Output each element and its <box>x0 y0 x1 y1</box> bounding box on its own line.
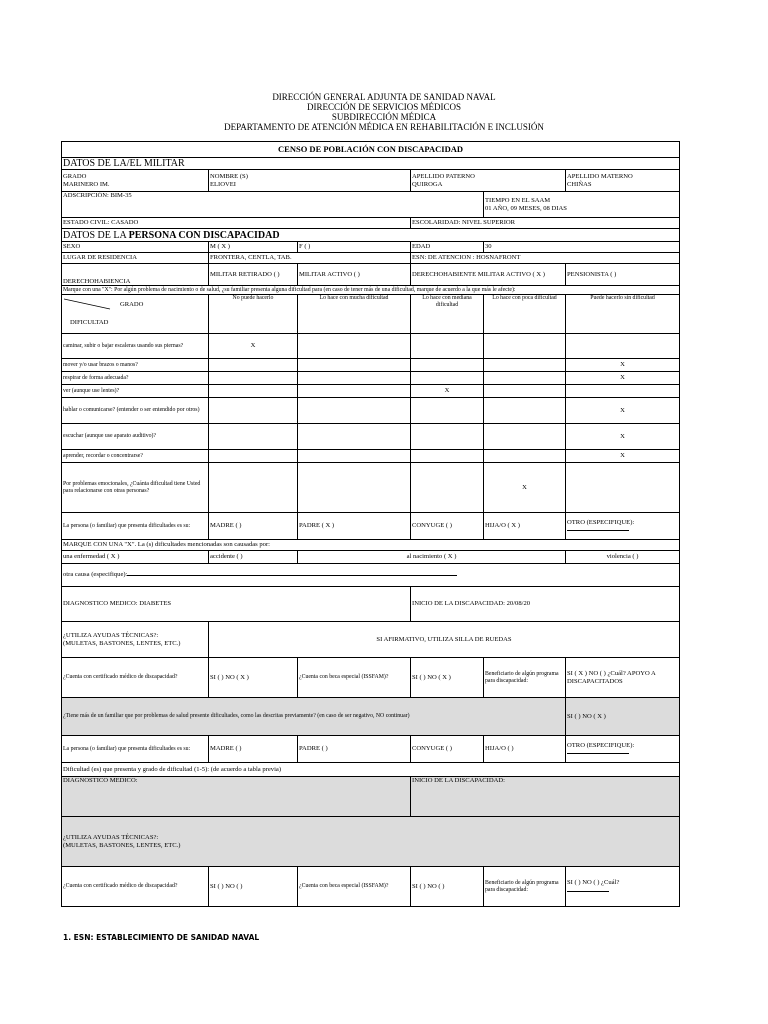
otro-familiar-answer[interactable]: SI ( ) NO ( X ) <box>566 698 680 736</box>
beca1-question: ¿Cuenta con beca especial (ISSFAM)? <box>298 658 411 698</box>
grid-header-col1: No puede hacerlo <box>209 295 298 334</box>
grid-cell[interactable]: X <box>566 359 680 372</box>
beca2-answer[interactable]: SI ( ) NO ( ) <box>411 867 484 907</box>
escolaridad-field[interactable]: ESCOLARIDAD: NIVEL SUPERIOR <box>411 218 680 229</box>
beca2-question: ¿Cuenta con beca especial (ISSFAM)? <box>298 867 411 907</box>
certificado2-answer[interactable]: SI ( ) NO ( ) <box>209 867 298 907</box>
beneficiario2-line <box>567 891 609 892</box>
tiempo-cell <box>484 192 680 218</box>
familiar2-otro-line <box>567 753 629 754</box>
grid-cell[interactable] <box>209 424 298 450</box>
familiar1-otro-line <box>567 530 629 531</box>
table-row <box>62 385 680 398</box>
edad-label: EDAD <box>411 242 484 253</box>
beca1-answer[interactable]: SI ( ) NO ( X ) <box>411 658 484 698</box>
materno-value[interactable]: CHIÑAS <box>567 180 592 188</box>
grid-cell[interactable] <box>298 424 411 450</box>
causa-enfermedad-option[interactable]: una enfermedad ( X ) <box>62 551 209 564</box>
grid-corner <box>62 295 209 334</box>
table-row <box>62 334 680 359</box>
beneficiario2-question: Beneficiario de algún programa para discapacidad: <box>484 867 566 907</box>
paterno-label: APELLIDO PATERNO <box>412 173 475 180</box>
familiar2-conyuge-option[interactable]: CONYUGE ( ) <box>411 736 484 763</box>
familiar2-padre-option[interactable]: PADRE ( ) <box>298 736 411 763</box>
header-line-3: SUBDIRECCIÓN MÉDICA <box>331 112 437 122</box>
grid-cell[interactable] <box>209 359 298 372</box>
grid-row-label: mover y/o usar brazos o manos? <box>62 359 209 372</box>
edad-value[interactable]: 30 <box>484 242 680 253</box>
grid-cell[interactable] <box>411 334 484 359</box>
grid-cell[interactable] <box>298 450 411 463</box>
ayudas1-label-line1: ¿UTILIZA AYUDAS TÉCNICAS?: <box>63 632 159 639</box>
table-row <box>62 372 680 385</box>
pensionista-option[interactable]: PENSIONISTA ( ) <box>566 264 680 286</box>
grid-cell[interactable] <box>209 372 298 385</box>
sexo-f-option[interactable]: F ( ) <box>298 242 411 253</box>
section-militar-title: DATOS DE LA/EL MILITAR <box>62 158 680 170</box>
grid-cell[interactable]: X <box>209 334 298 359</box>
lugar-value[interactable]: FRONTERA, CENTLA, TAB. <box>209 253 411 264</box>
grid-cell[interactable]: X <box>411 385 484 398</box>
grid-header-col3: Lo hace con mediana dificultad <box>411 295 484 334</box>
grid-cell[interactable] <box>298 359 411 372</box>
causa-accidente-option[interactable]: accidente ( ) <box>209 551 298 564</box>
otra-causa-field[interactable] <box>62 564 680 587</box>
grid-cell[interactable] <box>411 372 484 385</box>
nombre-value[interactable]: ELIOVEI <box>210 180 236 188</box>
grid-header-col2: Lo hace con mucha dificultad <box>298 295 411 334</box>
table-row <box>62 450 680 463</box>
grid-cell[interactable] <box>411 424 484 450</box>
beneficiario1-answer[interactable]: SI ( X ) NO ( ) ¿Cuál? APOYO A DISCAPACITADOS <box>566 658 680 698</box>
grid-cell[interactable] <box>411 463 484 513</box>
diagnostico2-field[interactable]: DIAGNOSTICO MEDICO: <box>62 777 411 817</box>
grid-cell[interactable] <box>484 385 566 398</box>
grid-cell[interactable] <box>298 463 411 513</box>
grid-cell[interactable] <box>484 450 566 463</box>
derechohabiente-activo-option[interactable]: DERECHOHABIENTE MILITAR ACTIVO ( X ) <box>411 264 566 286</box>
grid-cell[interactable] <box>411 398 484 424</box>
grid-cell[interactable] <box>566 334 680 359</box>
grid-cell[interactable] <box>209 385 298 398</box>
table-row <box>62 463 680 513</box>
inicio2-field[interactable]: INICIO DE LA DISCAPACIDAD: <box>411 777 680 817</box>
section-persona-title <box>62 229 680 242</box>
document-header <box>0 92 768 132</box>
familiar2-label: La persona (o familiar) que presenta dificultades es su: <box>62 736 209 763</box>
instruccion-text: Marque con una "X": Por algún problema de nacimiento o de salud, ¿su familiar presenta alguna dificultad para (en caso de tener más de una dificultad, marque de acuerdo a la que más le afecte): <box>62 286 680 295</box>
table-row <box>62 398 680 424</box>
grado-dificultad-question: Dificultad (es) que presenta y grado de dificultad (1-5): (de acuerdo a tabla previa) <box>62 763 680 777</box>
grado-cell <box>62 170 209 192</box>
familiar1-madre-option[interactable]: MADRE ( ) <box>209 513 298 540</box>
grid-cell[interactable] <box>566 385 680 398</box>
header-line-2: DIRECCIÓN DE SERVICIOS MÉDICOS <box>306 102 462 112</box>
grid-cell[interactable]: X <box>566 372 680 385</box>
certificado1-question: ¿Cuenta con certificado médico de discapacidad? <box>62 658 209 698</box>
diagnostico1-field[interactable]: DIAGNOSTICO MEDICO: DIABETES <box>62 587 411 622</box>
grid-cell[interactable] <box>209 463 298 513</box>
grid-cell[interactable]: X <box>484 463 566 513</box>
tiempo-label: TIEMPO EN EL SAAM <box>485 197 551 204</box>
grid-header-col4: Lo hace con poca dificultad <box>484 295 566 334</box>
causa-question: MARQUE CON UNA "X". La (s) dificultades mencionadas son causadas por: <box>62 540 680 551</box>
grid-row-label: escuchar (aunque use aparato auditivo)? <box>62 424 209 450</box>
header-line-1: DIRECCIÓN GENERAL ADJUNTA DE SANIDAD NAVAL <box>272 92 496 102</box>
certificado2-question: ¿Cuenta con certificado médico de discapacidad? <box>62 867 209 907</box>
form-title: CENSO DE POBLACIÓN CON DISCAPACIDAD <box>62 142 680 158</box>
grid-cell[interactable] <box>209 450 298 463</box>
materno-cell <box>566 170 680 192</box>
lugar-label: LUGAR DE RESIDENCIA <box>62 253 209 264</box>
paterno-value[interactable]: QUIROGA <box>412 180 443 188</box>
header-line-4: DEPARTAMENTO DE ATENCIÓN MÉDICA EN REHABILITACIÓN E INCLUSIÓN <box>224 122 544 132</box>
grid-cell[interactable] <box>209 398 298 424</box>
tiempo-value[interactable]: 01 AÑO, 09 MESES, 08 DIAS <box>485 204 567 212</box>
grado-label: GRADO <box>63 173 87 180</box>
esn-field[interactable]: ESN: DE ATENCION : HOSNAFRONT <box>411 253 680 264</box>
inicio1-field[interactable]: INICIO DE LA DISCAPACIDAD: 20/08/20 <box>411 587 680 622</box>
ayudas2-field[interactable] <box>62 817 680 867</box>
causa-violencia-option[interactable]: violencia ( ) <box>566 551 680 564</box>
grid-cell[interactable] <box>484 334 566 359</box>
familiar1-otro-field[interactable] <box>566 513 680 540</box>
ayudas1-label <box>62 622 209 658</box>
footnote: 1. ESN: ESTABLECIMIENTO DE SANIDAD NAVAL <box>63 933 260 942</box>
grid-cell[interactable]: X <box>566 398 680 424</box>
section-persona-bold: PERSONA CON DISCAPACIDAD <box>128 229 280 241</box>
grid-row-label: Por problemas emocionales, ¿Cuánta dificultad tiene Usted para relacionarse con otras personas? <box>62 463 209 513</box>
nombre-label: NOMBRE (S) <box>210 173 248 180</box>
grid-header-col5: Puede hacerlo sin dificultad <box>566 295 680 334</box>
census-form <box>61 141 680 907</box>
grid-row-label: ver (aunque use lentes)? <box>62 385 209 398</box>
militar-activo-option[interactable]: MILITAR ACTIVO ( ) <box>298 264 411 286</box>
familiar1-conyuge-option[interactable]: CONYUGE ( ) <box>411 513 484 540</box>
grid-row-label: aprender, recordar o concentrarse? <box>62 450 209 463</box>
grado-value[interactable]: MARINERO IM. <box>63 180 110 188</box>
ayudas2-label-line1: ¿UTILIZA AYUDAS TÉCNICAS?: <box>63 834 159 841</box>
familiar2-otro-field[interactable] <box>566 736 680 763</box>
grid-cell[interactable] <box>484 424 566 450</box>
grid-cell[interactable]: X <box>566 424 680 450</box>
grid-cell[interactable] <box>566 463 680 513</box>
section-persona-prefix: DATOS DE LA <box>63 229 129 241</box>
beneficiario1-question: Beneficiario de algún programa para discapacidad: <box>484 658 566 698</box>
grid-cell[interactable] <box>484 359 566 372</box>
otra-causa-label: otra causa (especifique): <box>63 571 128 579</box>
beneficiario2-answer-text: SI ( ) NO ( ) ¿Cuál? <box>567 879 620 886</box>
certificado1-answer[interactable]: SI ( ) NO ( X ) <box>209 658 298 698</box>
nombre-cell <box>209 170 411 192</box>
causa-nacimiento-option[interactable]: al nacimiento ( X ) <box>298 551 566 564</box>
sexo-label: SEXO <box>62 242 209 253</box>
adscripcion-field[interactable]: ADSCRIPCIÓN: BIM-35 <box>62 192 484 218</box>
grid-cell[interactable] <box>298 372 411 385</box>
familiar2-otro-label: OTRO (ESPECIFIQUE): <box>567 741 635 749</box>
derechohabiencia-label: DERECHOHABIENCIA <box>62 264 209 286</box>
grid-cell[interactable] <box>484 398 566 424</box>
grid-dificultad-label: DIFICULTAD <box>70 319 109 326</box>
familiar1-otro-label: OTRO (ESPECIFIQUE): <box>567 518 635 526</box>
table-row <box>62 424 680 450</box>
grid-cell[interactable] <box>411 359 484 372</box>
grid-cell[interactable] <box>298 334 411 359</box>
militar-retirado-option[interactable]: MILITAR RETIRADO ( ) <box>209 264 298 286</box>
familiar1-padre-option[interactable]: PADRE ( X ) <box>298 513 411 540</box>
familiar1-label: La persona (o familiar) que presenta dificultades es su: <box>62 513 209 540</box>
grid-row-label: caminar, subir o bajar escaleras usando sus piernas? <box>62 334 209 359</box>
grid-cell[interactable] <box>298 398 411 424</box>
table-row <box>62 359 680 372</box>
ayudas1-value[interactable]: SI AFIRMATIVO, UTILIZA SILLA DE RUEDAS <box>209 622 680 658</box>
grid-cell[interactable] <box>411 450 484 463</box>
ayudas2-label-line2: (MULETAS, BASTONES, LENTES, ETC.) <box>63 841 181 849</box>
materno-label: APELLIDO MATERNO <box>567 173 633 180</box>
otro-familiar-question: ¿Tiene más de un familiar que por problemas de salud presente dificultades, como las descritas previamente? (en caso de ser negativo, NO continuar) <box>62 698 566 736</box>
otra-causa-line <box>127 575 457 576</box>
ayudas1-label-line2: (MULETAS, BASTONES, LENTES, ETC.) <box>63 639 181 647</box>
beneficiario2-answer[interactable] <box>566 867 680 907</box>
grid-row-label: hablar o comunicarse? (entender o ser entendido por otros) <box>62 398 209 424</box>
grid-cell[interactable] <box>298 385 411 398</box>
grid-cell[interactable] <box>484 372 566 385</box>
estado-civil-field[interactable]: ESTADO CIVIL: CASADO <box>62 218 411 229</box>
paterno-cell <box>411 170 566 192</box>
grid-grado-label: GRADO <box>120 301 144 308</box>
familiar2-madre-option[interactable]: MADRE ( ) <box>209 736 298 763</box>
grid-row-label: respirar de forma adecuada? <box>62 372 209 385</box>
familiar1-hijo-option[interactable]: HIJA/O ( X ) <box>484 513 566 540</box>
familiar2-hijo-option[interactable]: HIJA/O ( ) <box>484 736 566 763</box>
grid-cell[interactable]: X <box>566 450 680 463</box>
sexo-m-option[interactable]: M ( X ) <box>209 242 298 253</box>
